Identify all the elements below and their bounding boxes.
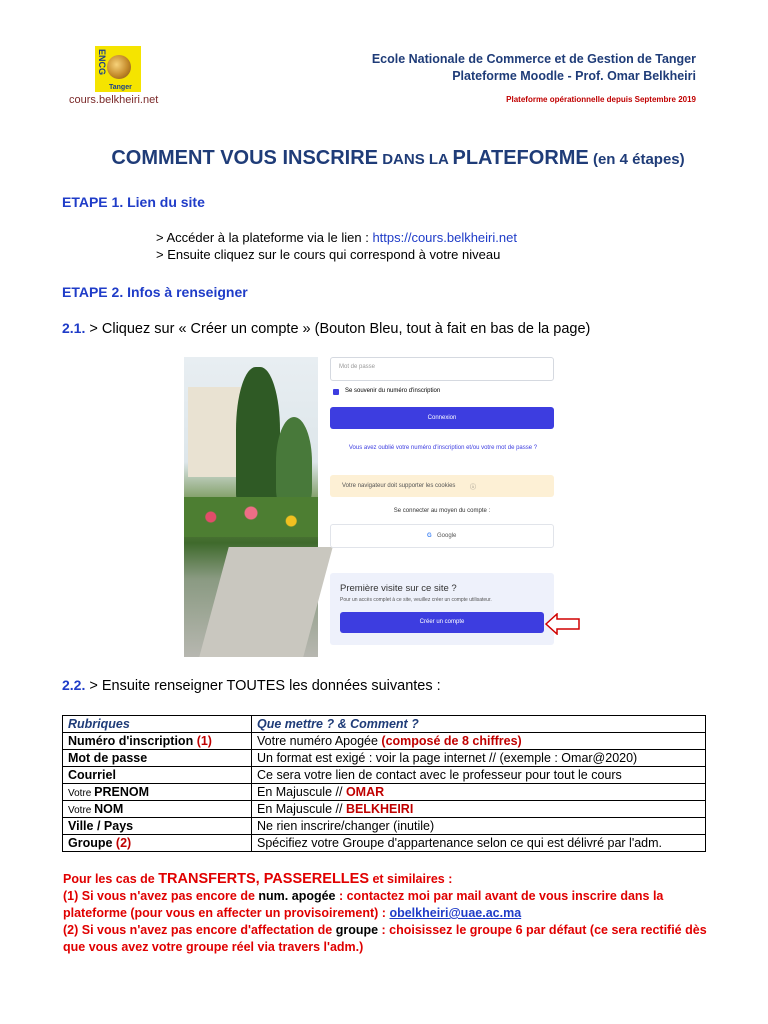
table-row <box>63 750 706 767</box>
row-label: Courriel <box>63 767 252 784</box>
logo-city: Tanger <box>109 84 132 91</box>
step2-heading: ETAPE 2. Infos à renseigner <box>62 284 248 300</box>
platform-link[interactable]: https://cours.belkheiri.net <box>372 230 517 245</box>
password-field[interactable] <box>330 357 554 381</box>
step21-text: > Cliquez sur « Créer un compte » (Bouton Bleu, tout à fait en bas de la page) <box>85 321 591 337</box>
create-account-button[interactable]: Créer un compte <box>340 612 544 633</box>
help-icon[interactable]: ⓘ <box>470 485 477 491</box>
row-value: En Majuscule // OMAR <box>252 784 706 801</box>
row-value: Ne rien inscrire/changer (inutile) <box>252 818 706 835</box>
notes-intro: Pour les cas de TRANSFERTS, PASSERELLES et similaires : <box>63 871 453 887</box>
login-screenshot <box>184 357 566 657</box>
school-name: Ecole Nationale de Commerce et de Gestion de Tanger <box>371 52 696 66</box>
column-header: Rubriques <box>63 716 252 733</box>
table-row <box>63 784 706 801</box>
cookie-notice <box>330 475 554 497</box>
row-label: Votre NOM <box>63 801 252 818</box>
campus-photo <box>184 357 318 657</box>
platform-name: Plateforme Moodle - Prof. Omar Belkheiri <box>452 69 696 83</box>
google-icon: G <box>427 533 432 539</box>
remember-checkbox[interactable] <box>333 389 339 395</box>
note-1: (1) Si vous n'avez pas encore de num. apogée : contactez moi par mail avant de vous inscrire dans la plateforme (pour vous en affecter un provisoirement) : obelkheiri@uae.ac.ma <box>63 889 664 920</box>
table-row <box>63 733 706 750</box>
forgot-link[interactable]: Vous avez oublié votre numéro d'inscription et/ou votre mot de passe ? <box>348 445 538 451</box>
table-row <box>63 767 706 784</box>
title-part2: DANS LA <box>378 151 453 168</box>
account-connect-label: Se connecter au moyen du compte : <box>393 508 491 514</box>
row-value: Ce sera votre lien de contact avec le professeur pour tout le cours <box>252 767 706 784</box>
step22-number: 2.2. <box>62 677 86 693</box>
row-value: En Majuscule // BELKHEIRI <box>252 801 706 818</box>
pointer-arrow-icon <box>545 613 581 635</box>
step1-heading: ETAPE 1. Lien du site <box>62 194 205 210</box>
remember-label: Se souvenir du numéro d'inscription <box>345 388 441 394</box>
table-row <box>63 835 706 852</box>
step22-text: > Ensuite renseigner TOUTES les données suivantes : <box>85 678 441 694</box>
first-visit-title: Première visite sur ce site ? <box>340 583 457 594</box>
row-label: Votre PRENOM <box>63 784 252 801</box>
password-placeholder: Mot de passe <box>339 364 376 370</box>
title-part1: COMMENT VOUS INSCRIRE <box>111 147 379 169</box>
row-label: Groupe (2) <box>63 835 252 852</box>
contact-email-link[interactable]: obelkheiri@uae.ac.ma <box>389 906 522 920</box>
since-note: Plateforme opérationnelle depuis Septembre 2019 <box>506 95 696 104</box>
title-part3: PLATEFORME <box>452 147 589 169</box>
page-title <box>0 147 768 170</box>
step22-line <box>62 677 441 694</box>
fields-table <box>62 715 706 852</box>
row-label: Mot de passe <box>63 750 252 767</box>
table-header-row <box>63 716 706 733</box>
site-url-label[interactable]: cours.belkheiri.net <box>69 94 159 106</box>
step1-line1 <box>156 230 517 245</box>
google-label: Google <box>437 533 457 539</box>
step21-number: 2.1. <box>62 320 86 336</box>
google-login-button[interactable] <box>330 524 554 548</box>
row-label: Numéro d'inscription (1) <box>63 733 252 750</box>
step21-line <box>62 320 590 337</box>
step1-line1-text: > Accéder à la plateforme via le lien : <box>156 230 373 245</box>
full-access-text: Pour un accès complet à ce site, veuillez créer un compte utilisateur. <box>340 597 492 603</box>
row-value: Votre numéro Apogée (composé de 8 chiffres) <box>252 733 706 750</box>
row-value: Spécifiez votre Groupe d'appartenance selon ce qui est délivré par l'adm. <box>252 835 706 852</box>
step1-line2: > Ensuite cliquez sur le cours qui correspond à votre niveau <box>156 247 501 262</box>
logo-letters: ENCG <box>97 49 107 76</box>
table-row <box>63 818 706 835</box>
connect-button[interactable]: Connexion <box>330 407 554 429</box>
header-info <box>372 51 696 108</box>
first-visit-panel <box>330 573 554 645</box>
cookie-text: Votre navigateur doit supporter les cookies <box>342 483 456 489</box>
transfer-notes <box>63 871 709 956</box>
note-2: (2) Si vous n'avez pas encore d'affectation de groupe : choisissez le groupe 6 par défaut (ce sera rectifié dès que vous avez votre groupe réel via travers l'adm.) <box>63 923 707 954</box>
row-value: Un format est exigé : voir la page internet // (exemple : Omar@2020) <box>252 750 706 767</box>
column-header: Que mettre ? & Comment ? <box>252 716 706 733</box>
row-label: Ville / Pays <box>63 818 252 835</box>
encg-logo <box>95 46 141 92</box>
table-row <box>63 801 706 818</box>
title-part4: (en 4 étapes) <box>588 151 685 168</box>
globe-icon <box>107 55 131 79</box>
